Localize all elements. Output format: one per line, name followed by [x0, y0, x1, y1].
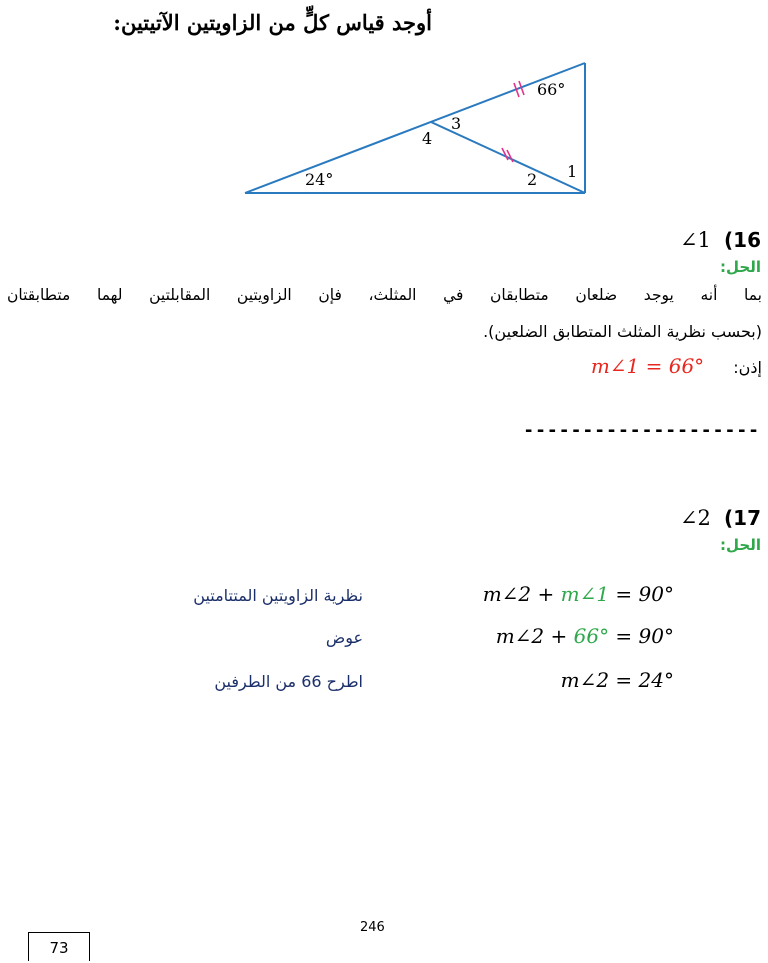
- tick-mark-lower-1: [502, 148, 508, 160]
- angle-label-4: 4: [422, 129, 433, 148]
- q16-line2: (بحسب نظرية المثلث المتطابق الضلعين).: [483, 322, 762, 341]
- q17-step-3-equation: [561, 668, 674, 692]
- angle-label-3: 3: [451, 114, 462, 133]
- q17-step-3-eq-a: m∠2 = 24°: [560, 668, 674, 692]
- q16-result: m∠1 = 66°: [590, 354, 705, 378]
- q16-solution-label: الحل:: [720, 258, 761, 276]
- q17-angle: ∠2: [679, 506, 711, 530]
- q16-header: [680, 228, 761, 252]
- angle-label-2: 2: [527, 170, 538, 189]
- q17-step-3-reason: اطرح 66 من الطرفين: [214, 672, 363, 691]
- q17-step-1-eq-c: = 90°: [609, 582, 674, 606]
- q17-step-1-reason: نظرية الزاويتين المتتامتين: [193, 586, 363, 605]
- triangle-figure: [235, 55, 595, 205]
- page-number-box: 73: [28, 932, 90, 961]
- q16-then-label: إذن:: [733, 358, 762, 377]
- page-number-center: 246: [360, 920, 385, 935]
- q17-step-1-equation: [483, 582, 674, 606]
- q17-step-1-eq-b: m∠1: [560, 582, 610, 606]
- angle-label-top: 66°: [537, 80, 566, 99]
- angle-label-left: 24°: [305, 170, 334, 189]
- question-heading: أوجد قياس كلٍّ من الزاويتين الآتيتين:: [113, 10, 432, 35]
- q17-step-2-reason: عوض: [325, 628, 363, 647]
- q17-solution-label: الحل:: [720, 536, 761, 554]
- q16-line1: بما أنه يوجد ضلعان متطابقان في المثلث، فإن الزاويتين المقابلتين لهما متطابقتان: [7, 286, 762, 304]
- q17-number: (17: [724, 506, 761, 530]
- q17-step-2-equation: [496, 624, 674, 648]
- q17-header: [680, 506, 761, 530]
- q16-result-row: [591, 354, 762, 378]
- q17-step-2-eq-c: = 90°: [609, 624, 674, 648]
- q17-step-1-eq-a: m∠2 +: [482, 582, 561, 606]
- q16-number: (16: [724, 228, 761, 252]
- q17-step-2-eq-b: 66°: [573, 624, 610, 648]
- tick-mark-lower-2: [507, 150, 513, 162]
- q16-angle: ∠1: [679, 228, 711, 252]
- angle-label-1: 1: [567, 162, 578, 181]
- q17-step-2-eq-a: m∠2 +: [495, 624, 574, 648]
- separator-dashes: --------------------: [523, 420, 760, 441]
